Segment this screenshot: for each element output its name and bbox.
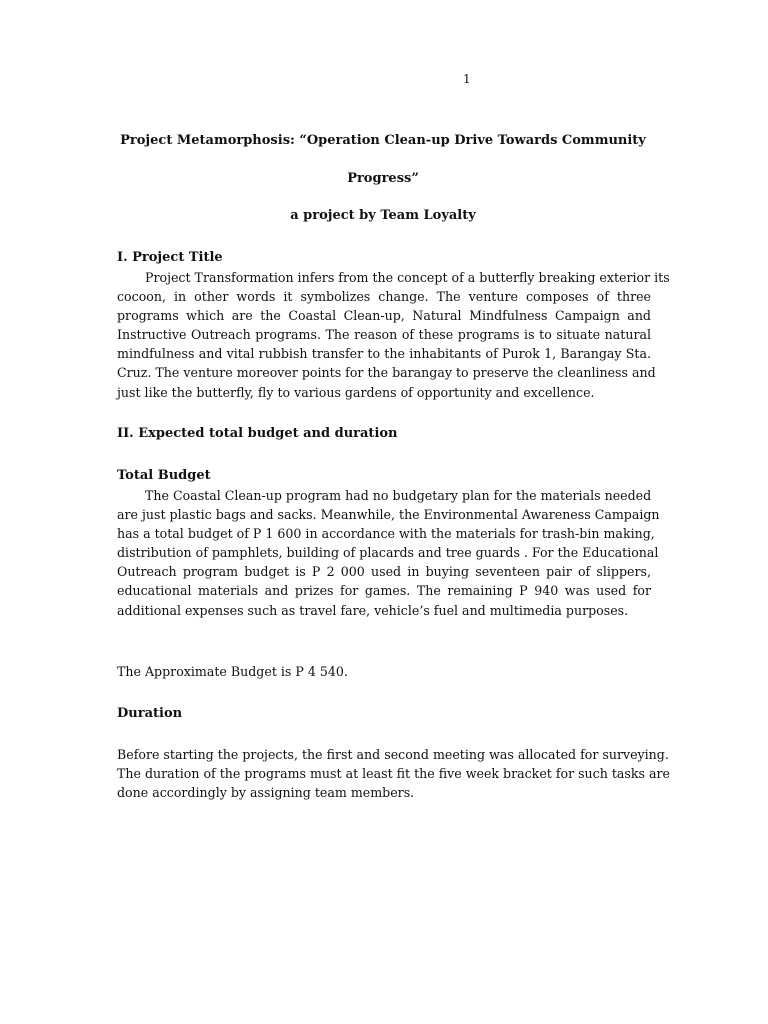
document-title-line-2: Progress” xyxy=(347,171,419,186)
page-number: 1 xyxy=(463,72,471,86)
document-subtitle: a project by Team Loyalty xyxy=(290,208,476,223)
paragraph-line: The Coastal Clean-up program had no budgetary plan for the materials needed xyxy=(145,488,652,503)
approximate-budget: The Approximate Budget is P 4 540. xyxy=(117,664,348,679)
paragraph-line: The duration of the programs must at least fit the five week bracket for such tasks are xyxy=(117,766,670,782)
paragraph-line: cocoon, in other words it symbolizes change. The venture composes of three xyxy=(117,289,651,305)
total-budget-heading: Total Budget xyxy=(117,468,211,483)
paragraph-line: Outreach program budget is P 2 000 used in buying seventeen pair of slippers, xyxy=(117,564,651,580)
paragraph-line: mindfulness and vital rubbish transfer to the inhabitants of Purok 1, Barangay Sta. xyxy=(117,346,651,362)
paragraph-line: Cruz. The venture moreover points for the barangay to preserve the cleanliness and xyxy=(117,365,656,381)
paragraph-line: educational materials and prizes for games. The remaining P 940 was used for xyxy=(117,583,651,599)
paragraph-line: Before starting the projects, the first and second meeting was allocated for surveying. xyxy=(117,747,669,762)
paragraph-line: distribution of pamphlets, building of placards and tree guards . For the Educational xyxy=(117,545,659,561)
duration-paragraph xyxy=(117,745,670,802)
paragraph-line: Instructive Outreach programs. The reason of these programs is to situate natural xyxy=(117,327,651,343)
paragraph-line: additional expenses such as travel fare, vehicle’s fuel and multimedia purposes. xyxy=(117,602,629,618)
paragraph-line: are just plastic bags and sacks. Meanwhile, the Environmental Awareness Campaign xyxy=(117,507,660,523)
paragraph-line: has a total budget of P 1 600 in accordance with the materials for trash-bin making, xyxy=(117,526,655,542)
section-1-heading: I. Project Title xyxy=(117,250,223,265)
paragraph-line: done accordingly by assigning team members. xyxy=(117,785,415,801)
paragraph-line: programs which are the Coastal Clean-up, Natural Mindfulness Campaign and xyxy=(117,308,651,324)
section-1-paragraph xyxy=(117,268,670,402)
paragraph-line: just like the butterfly, fly to various gardens of opportunity and excellence. xyxy=(117,384,595,400)
document-title-line-1: Project Metamorphosis: “Operation Clean-up Drive Towards Community xyxy=(120,133,646,148)
paragraph-line: Project Transformation infers from the concept of a butterfly breaking exterior its xyxy=(145,270,670,285)
total-budget-paragraph xyxy=(117,486,660,620)
duration-heading: Duration xyxy=(117,706,183,721)
section-2-heading: II. Expected total budget and duration xyxy=(117,426,398,441)
